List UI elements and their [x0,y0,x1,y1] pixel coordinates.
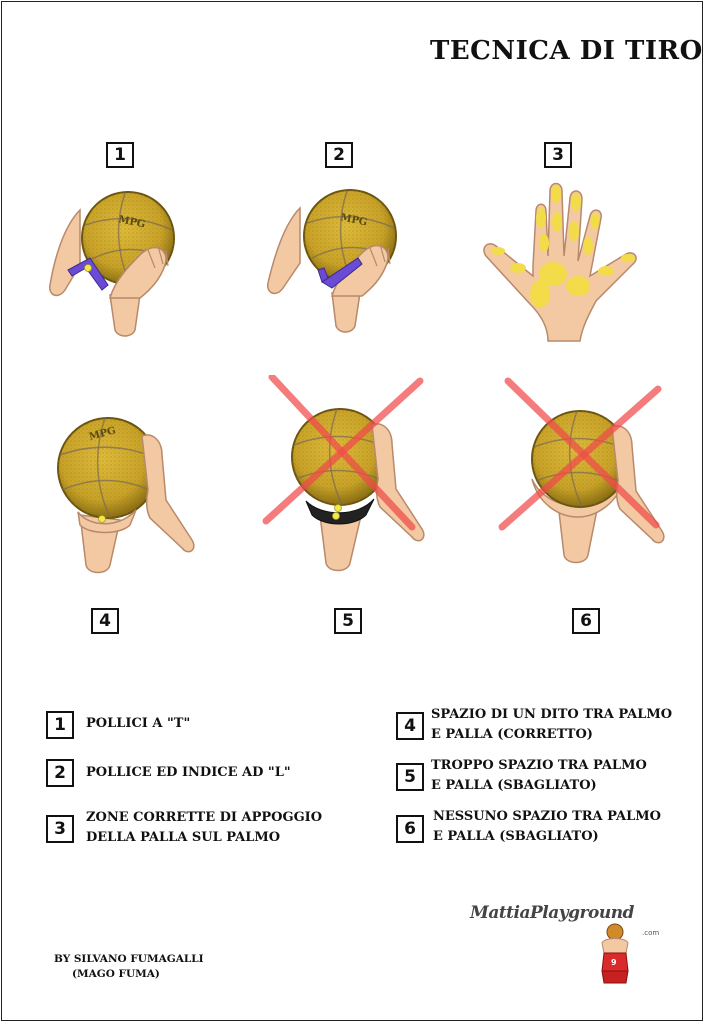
figure-number-5: 5 [334,608,362,634]
player-mascot-icon [590,923,640,987]
figure-5-too-much-gap [262,375,432,575]
svg-text:9: 9 [611,958,617,967]
logo-text: MattiaPlayground [470,903,634,923]
legend-text-3-line-2: DELLA PALLA SUL PALMO [86,830,281,845]
author-name: BY SILVANO FUMAGALLI [54,953,204,965]
ball-brand-4: MPG [87,425,117,443]
legend-text-1-line-1: POLLICI A "T" [86,716,191,731]
legend-text-4-line-1: SPAZIO DI UN DITO TRA PALMO [431,707,673,722]
figure-number-3: 3 [544,142,572,168]
legend-number-5: 5 [396,763,424,791]
legend-item-4 [431,705,672,745]
figure-number-4: 4 [91,608,119,634]
figure-3-palm-contact-zones [478,176,640,346]
figure-1-thumbs-t [40,180,190,340]
legend-item-2 [86,763,291,783]
figure-4-one-finger-gap [50,400,200,580]
legend-item-1 [86,714,190,734]
author-credit [54,952,204,982]
legend-text-5-line-2: E PALLA (SBAGLIATO) [431,778,597,793]
legend-text-2-line-1: POLLICE ED INDICE AD "L" [86,765,291,780]
legend-text-3-line-1: ZONE CORRETTE DI APPOGGIO [86,810,323,825]
legend-number-2: 2 [46,759,74,787]
legend-item-3 [86,808,322,848]
ball-brand-2: MPG [339,212,369,229]
page-title: TECNICA DI TIRO [430,36,703,66]
legend-number-3: 3 [46,815,74,843]
ball-brand-1: MPG [117,214,147,231]
figure-2-thumb-index-l [260,178,410,338]
logo-domain: .com [642,929,660,937]
figure-number-6: 6 [572,608,600,634]
legend-item-6 [433,807,661,847]
figure-6-no-gap [498,375,673,575]
playground-logo [470,895,670,990]
legend-number-1: 1 [46,711,74,739]
legend-text-4-line-2: E PALLA (CORRETTO) [431,727,593,742]
legend-text-6-line-2: E PALLA (SBAGLIATO) [433,829,599,844]
legend-text-5-line-1: TROPPO SPAZIO TRA PALMO [431,758,647,773]
legend-text-6-line-1: NESSUNO SPAZIO TRA PALMO [433,809,661,824]
legend-number-6: 6 [396,815,424,843]
figure-number-1: 1 [106,142,134,168]
figure-number-2: 2 [325,142,353,168]
legend-item-5 [431,756,647,796]
legend-number-4: 4 [396,712,424,740]
author-nickname: (MAGO FUMA) [72,968,160,980]
